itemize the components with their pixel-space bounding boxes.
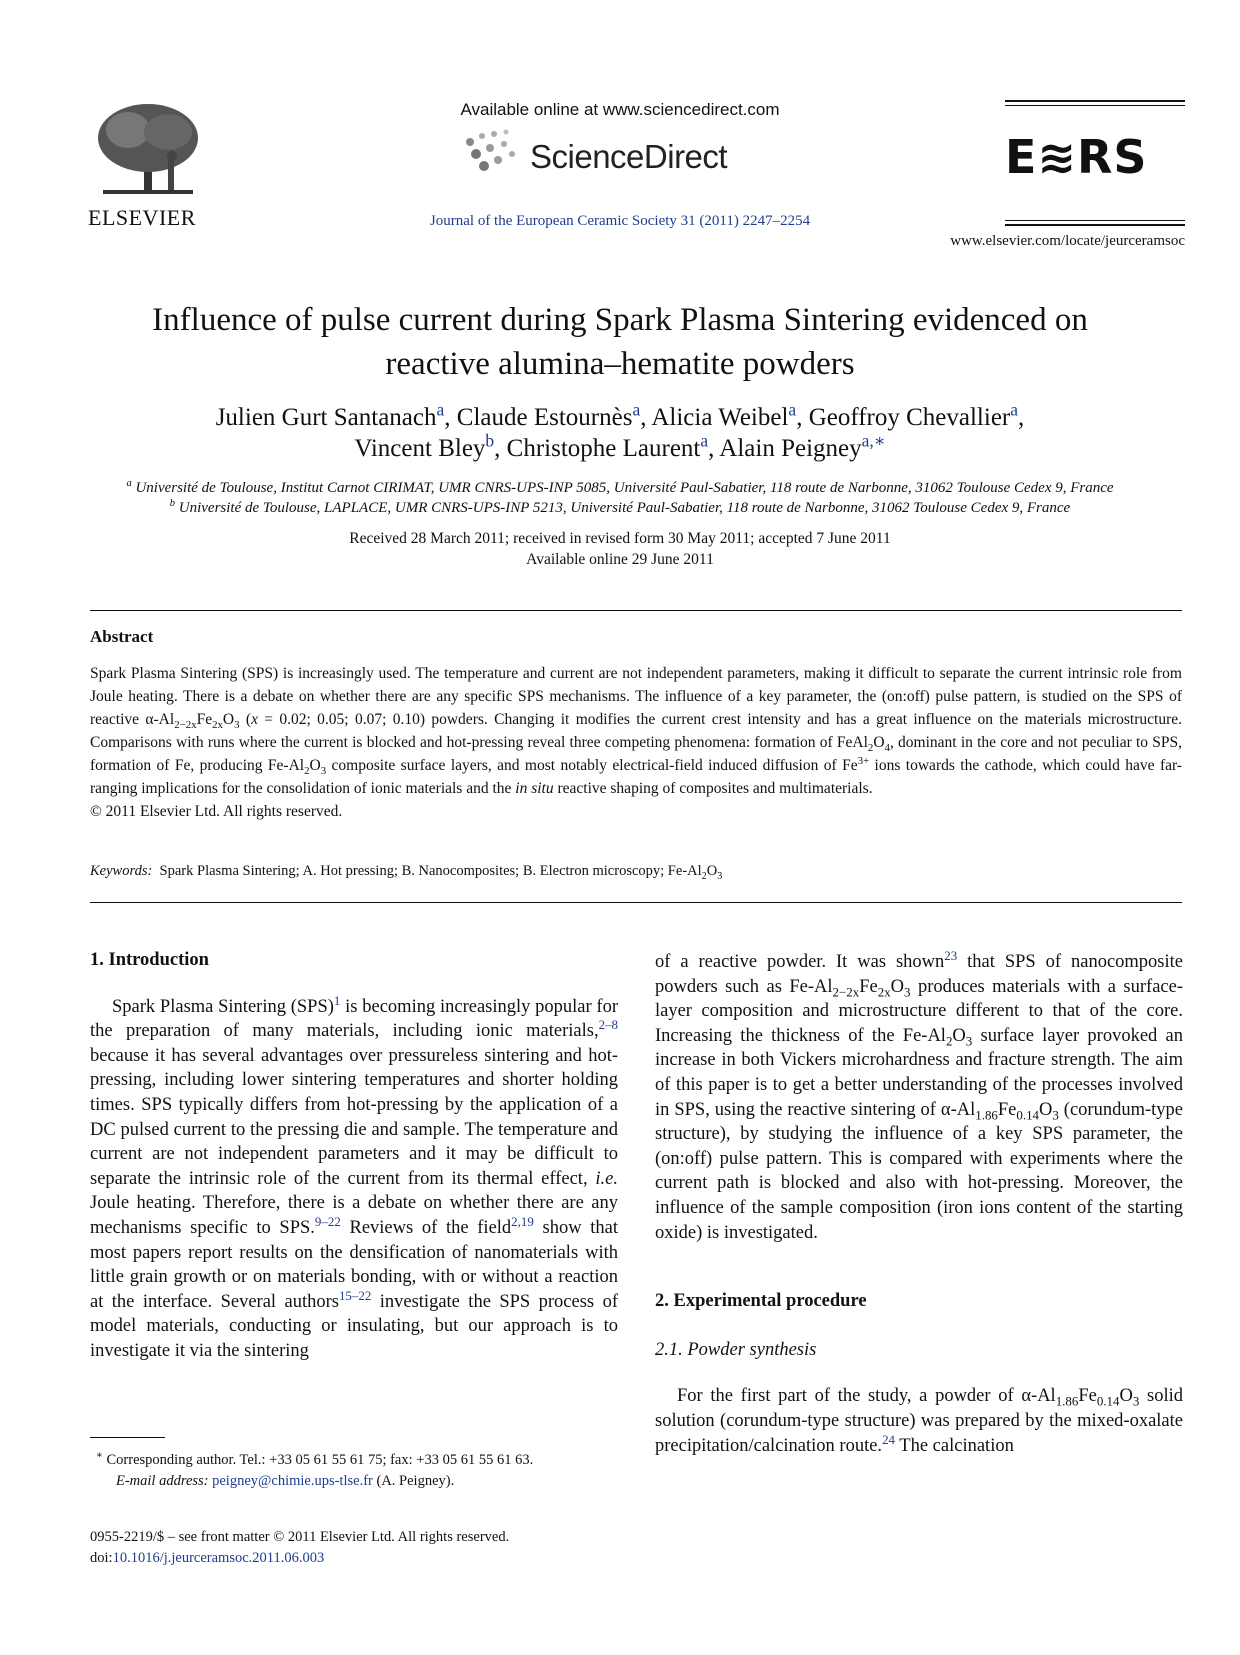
author[interactable]: Vincent Bley bbox=[354, 435, 486, 462]
journal-reference[interactable]: Journal of the European Ceramic Society 31 (2011) 2247–2254 bbox=[429, 213, 811, 229]
intro-paragraph: Spark Plasma Sintering (SPS)$^1$ is becoming increasingly popular for the preparation of many materials, including ionic materials,$^{2-8}$ because it has several advantages over pressureless sintering and hot-pressing, including lower sintering temperatures and shorter holding times. SPS typically differs from hot-pressing by the application of a DC pulsed current to the pressing die and sample. The temperature and current are not independent parameters and it may be difficult to separate the intrinsic role of the current from its thermal effect, i.e. Joule heating. Therefore, there is a debate on whether there are any mechanisms specific to SPS.$^{9-22}$ Reviews of the field$^{2,19}$ show that most papers report results on the densification of nanomaterials with little grain growth or on materials bonding, with or without a reaction at the interface. Several authors$^{15-22}$ investigate the SPS process of model materials, conducting or insulating, but our approach is to investigate it via the sintering bbox=[90, 992, 618, 1361]
section-heading-experimental: 2. Experimental procedure bbox=[655, 1291, 867, 1312]
affiliation-a bbox=[60, 478, 1180, 498]
affil-mark[interactable]: a bbox=[632, 399, 641, 420]
intro-paragraph-continued: of a reactive powder. It was shown$^{23}$ that SPS of nanocomposite powders such as $Fe-Al_{2-2x}Fe_{2x}O_3$ produces materials with a surface-layer composition and microstructure different to that of the core. Increasing the thickness of the $Fe-Al_2O_3$ surface layer provoked an increase in both Vickers microhardness and fracture strength. The aim of this paper is to get a better understanding of the processes involved in SPS, using the reactive sintering of $\alpha-Al_{1.86}Fe_{0.14}O_3$ (corundum-type structure), by studying the influence of a key SPS parameter, the (on:off) pulse pattern. This is compared with experiments where the current path is blocked and also with hot-pressing. Moreover, the influence of the sample composition (iron ions content of the starting oxide) is investigated. bbox=[655, 947, 1184, 1243]
citation[interactable]: 1 bbox=[333, 992, 341, 1008]
left-column bbox=[90, 948, 618, 1364]
author[interactable]: Claude Estournès bbox=[456, 404, 633, 431]
elsevier-tree-logo bbox=[88, 100, 208, 207]
powder-synthesis-paragraph: For the first part of the study, a powder of $\alpha-Al_{1.86}Fe_{0.14}O_3$ solid solution (corundum-type structure) was prepared by the mixed-oxalate precipitation/calcination route.$^{24}$ The calcination bbox=[655, 1386, 1183, 1456]
citation[interactable]: 2,19 bbox=[511, 1213, 534, 1229]
copyright-line: © 2011 Elsevier Ltd. All rights reserved. bbox=[90, 803, 343, 820]
ecers-bottom-rule bbox=[1005, 220, 1185, 226]
author[interactable]: Julien Gurt Santanach bbox=[215, 404, 437, 431]
section-heading-introduction: 1. Introduction bbox=[90, 950, 209, 970]
abstract-body: Spark Plasma Sintering (SPS) is increasingly used. The temperature and current are not independent parameters, making it difficult to separate the current intrinsic role from Joule heating. There is a debate on whether there are any specific SPS mechanisms. The influence of a key parameter, the (on:off) pulse pattern, is studied on the SPS of reactive $\alpha-Al_{2-2x}Fe_{2x}O_3$ (x = 0.02; 0.05; 0.07; 0.10) powders. Changing it modifies the current crest intensity and has a great influence on the materials microstructure. Comparisons with runs where the current is blocked and hot-pressing reveal three competing phenomena: formation of $FeAl_2O_4$, dominant in the core and not peculiar to SPS, formation of Fe, producing $Fe-Al_2O_3$ composite surface layers, and most notably electrical-field induced diffusion of $Fe^{3+}$ ions towards the cathode, which could have far-ranging implications for the consolidation of ionic materials and the in situ reactive shaping of composites and multimaterials. © 2011 Elsevier Ltd. All rights reserved. bbox=[90, 662, 1182, 823]
right-column bbox=[655, 947, 1184, 1458]
citation[interactable]: 23 bbox=[944, 947, 958, 963]
affil-label: b bbox=[169, 498, 176, 509]
abstract-heading: Abstract bbox=[90, 627, 154, 646]
affil-mark[interactable]: a bbox=[436, 399, 445, 420]
author-list: Julien Gurt Santanach$^a$, Claude Estournès$^a$, Alicia Weibel$^a$, Geoffroy Chevallier$^a$, Vincent Bley$^b$, Christophe Laurent$^a$, Alain Peigney$^{a,∗}$ bbox=[215, 399, 1025, 462]
doi-line: doi:10.1016/j.jeurceramsoc.2011.06.003 bbox=[90, 1550, 325, 1566]
subsection-heading-powder-synthesis: 2.1. Powder synthesis bbox=[655, 1339, 817, 1360]
front-matter-info bbox=[90, 1527, 630, 1569]
author[interactable]: Alain Peigney bbox=[719, 435, 862, 462]
elsevier-wordmark: ELSEVIER bbox=[88, 205, 196, 230]
sciencedirect-wordmark: ScienceDirect bbox=[530, 138, 728, 175]
affil-mark[interactable]: a bbox=[1010, 399, 1019, 420]
citation[interactable]: 15–22 bbox=[338, 1287, 372, 1303]
keywords-label: Keywords: bbox=[90, 863, 153, 879]
affil-mark[interactable]: b bbox=[485, 430, 495, 451]
affiliation-text: Université de Toulouse, LAPLACE, UMR CNRS-UPS-INP 5213, Université Paul-Sabatier, 118 route de Narbonne, 31062 Toulouse Cedex 9, France bbox=[178, 500, 1071, 516]
corresponding-author-footnote: ∗ Corresponding author. Tel.: +33 05 61 55 61 75; fax: +33 05 61 55 61 63. E-mail address: peigney@chimie.ups-tlse.fr (A. Peigney). bbox=[96, 1450, 534, 1489]
author[interactable]: Alicia Weibel bbox=[651, 404, 789, 431]
available-date: Available online 29 June 2011 bbox=[526, 551, 714, 568]
doi-link[interactable]: 10.1016/j.jeurceramsoc.2011.06.003 bbox=[112, 1550, 325, 1566]
footnote-rule bbox=[90, 1437, 165, 1438]
affiliation-b bbox=[60, 498, 1180, 518]
title-line-2: reactive alumina–hematite powders bbox=[385, 346, 855, 382]
affil-mark[interactable]: a,∗ bbox=[861, 430, 886, 451]
received-dates: Received 28 March 2011; received in revised form 30 May 2011; accepted 7 June 2011 bbox=[349, 530, 891, 547]
journal-url[interactable]: www.elsevier.com/locate/jeurceramsoc bbox=[950, 233, 1185, 249]
keywords: Keywords: Spark Plasma Sintering; A. Hot pressing; B. Nanocomposites; B. Electron microscopy; $Fe-Al_2O_3$ bbox=[90, 863, 723, 882]
citation[interactable]: 9–22 bbox=[314, 1213, 341, 1229]
affil-label: a bbox=[126, 478, 132, 489]
ecers-top-rule bbox=[1005, 100, 1185, 106]
article-title bbox=[60, 298, 1180, 386]
issn-line: 0955-2219/$ – see front matter © 2011 Elsevier Ltd. All rights reserved. bbox=[90, 1529, 510, 1545]
citation[interactable]: 2–8 bbox=[598, 1017, 618, 1033]
ecers-logo: E≋RS bbox=[1005, 130, 1148, 184]
article-dates bbox=[60, 528, 1180, 570]
citation[interactable]: 24 bbox=[882, 1431, 895, 1447]
abstract-top-rule bbox=[90, 610, 1182, 611]
email-link[interactable]: peigney@chimie.ups-tlse.fr bbox=[212, 1473, 373, 1489]
affiliations bbox=[60, 478, 1180, 518]
sciencedirect-dots-icon bbox=[460, 128, 526, 183]
author[interactable]: Christophe Laurent bbox=[506, 435, 701, 462]
author[interactable]: Geoffroy Chevallier bbox=[808, 404, 1011, 431]
affil-mark[interactable]: a bbox=[700, 430, 709, 451]
abstract-bottom-rule bbox=[90, 902, 1182, 903]
title-line-1: Influence of pulse current during Spark Plasma Sintering evidenced on bbox=[152, 302, 1088, 338]
affiliation-text: Université de Toulouse, Institut Carnot CIRIMAT, UMR CNRS-UPS-INP 5085, Université Paul-Sabatier, 118 route de Narbonne, 31062 Toulouse Cedex 9, France bbox=[135, 480, 1114, 496]
affil-mark[interactable]: a bbox=[788, 399, 797, 420]
available-online-text[interactable]: Available online at www.sciencedirect.com bbox=[460, 100, 780, 119]
